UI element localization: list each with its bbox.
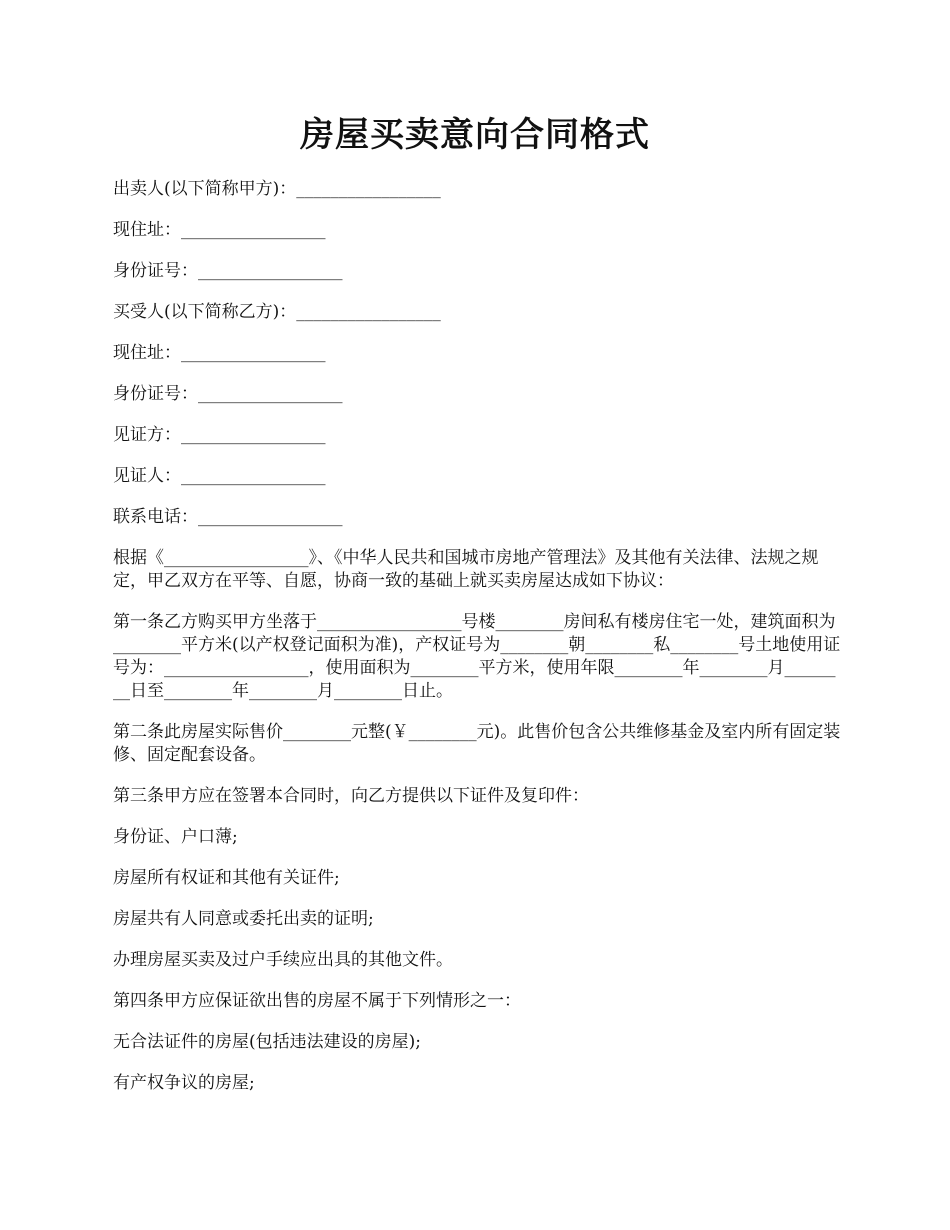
paragraph-article-2: 第二条此房屋实际售价________元整(￥________元)。此售价包含公共维修基金及室内所有固定装修、固定配套设备。 (113, 722, 841, 765)
paragraph-witness-person: 见证人：_________________ (113, 466, 326, 486)
paragraph-buyer-id: 身份证号：_________________ (113, 384, 343, 404)
list-item-coowner-consent: 房屋共有人同意或委托出卖的证明; (113, 909, 374, 929)
paragraph-buyer-address: 现住址：_________________ (113, 343, 326, 363)
paragraph-seller-address: 现住址：_________________ (113, 220, 326, 240)
paragraph-buyer: 买受人(以下简称乙方)：_________________ (113, 302, 441, 322)
list-item-property-dispute: 有产权争议的房屋; (113, 1073, 255, 1093)
paragraph-contact-phone: 联系电话：_________________ (113, 507, 343, 527)
paragraph-seller-id: 身份证号：_________________ (113, 261, 343, 281)
document-title: 房屋买卖意向合同格式 (300, 115, 650, 155)
paragraph-article-1: 第一条乙方购买甲方坐落于_________________号楼________房间私有楼房住宅一处，建筑面积为________平方米(以产权登记面积为准)，产权证号为________朝________私________号土地使用证号为：_________________，使用面积为________平方米，使用年限________年________月________日至________年________月________日止。 (113, 612, 841, 701)
paragraph-article-3: 第三条甲方应在签署本合同时，向乙方提供以下证件及复印件： (113, 786, 589, 806)
document-body (113, 178, 841, 1113)
list-item-other-documents: 办理房屋买卖及过户手续应出具的其他文件。 (113, 950, 453, 970)
list-item-id-card: 身份证、户口薄; (113, 827, 238, 847)
list-item-ownership-cert: 房屋所有权证和其他有关证件; (113, 868, 340, 888)
paragraph-seller: 出卖人(以下简称甲方)：_________________ (113, 179, 441, 199)
list-item-no-legal-cert: 无合法证件的房屋(包括违法建设的房屋); (113, 1032, 421, 1052)
paragraph-article-4: 第四条甲方应保证欲出售的房屋不属于下列情形之一： (113, 991, 521, 1011)
paragraph-preamble: 根据《_________________》、《中华人民共和国城市房地产管理法》及其他有关法律、法规之规定，甲乙双方在平等、自愿，协商一致的基础上就买卖房屋达成如下协议： (113, 548, 819, 591)
paragraph-witness-party: 见证方：_________________ (113, 425, 326, 445)
